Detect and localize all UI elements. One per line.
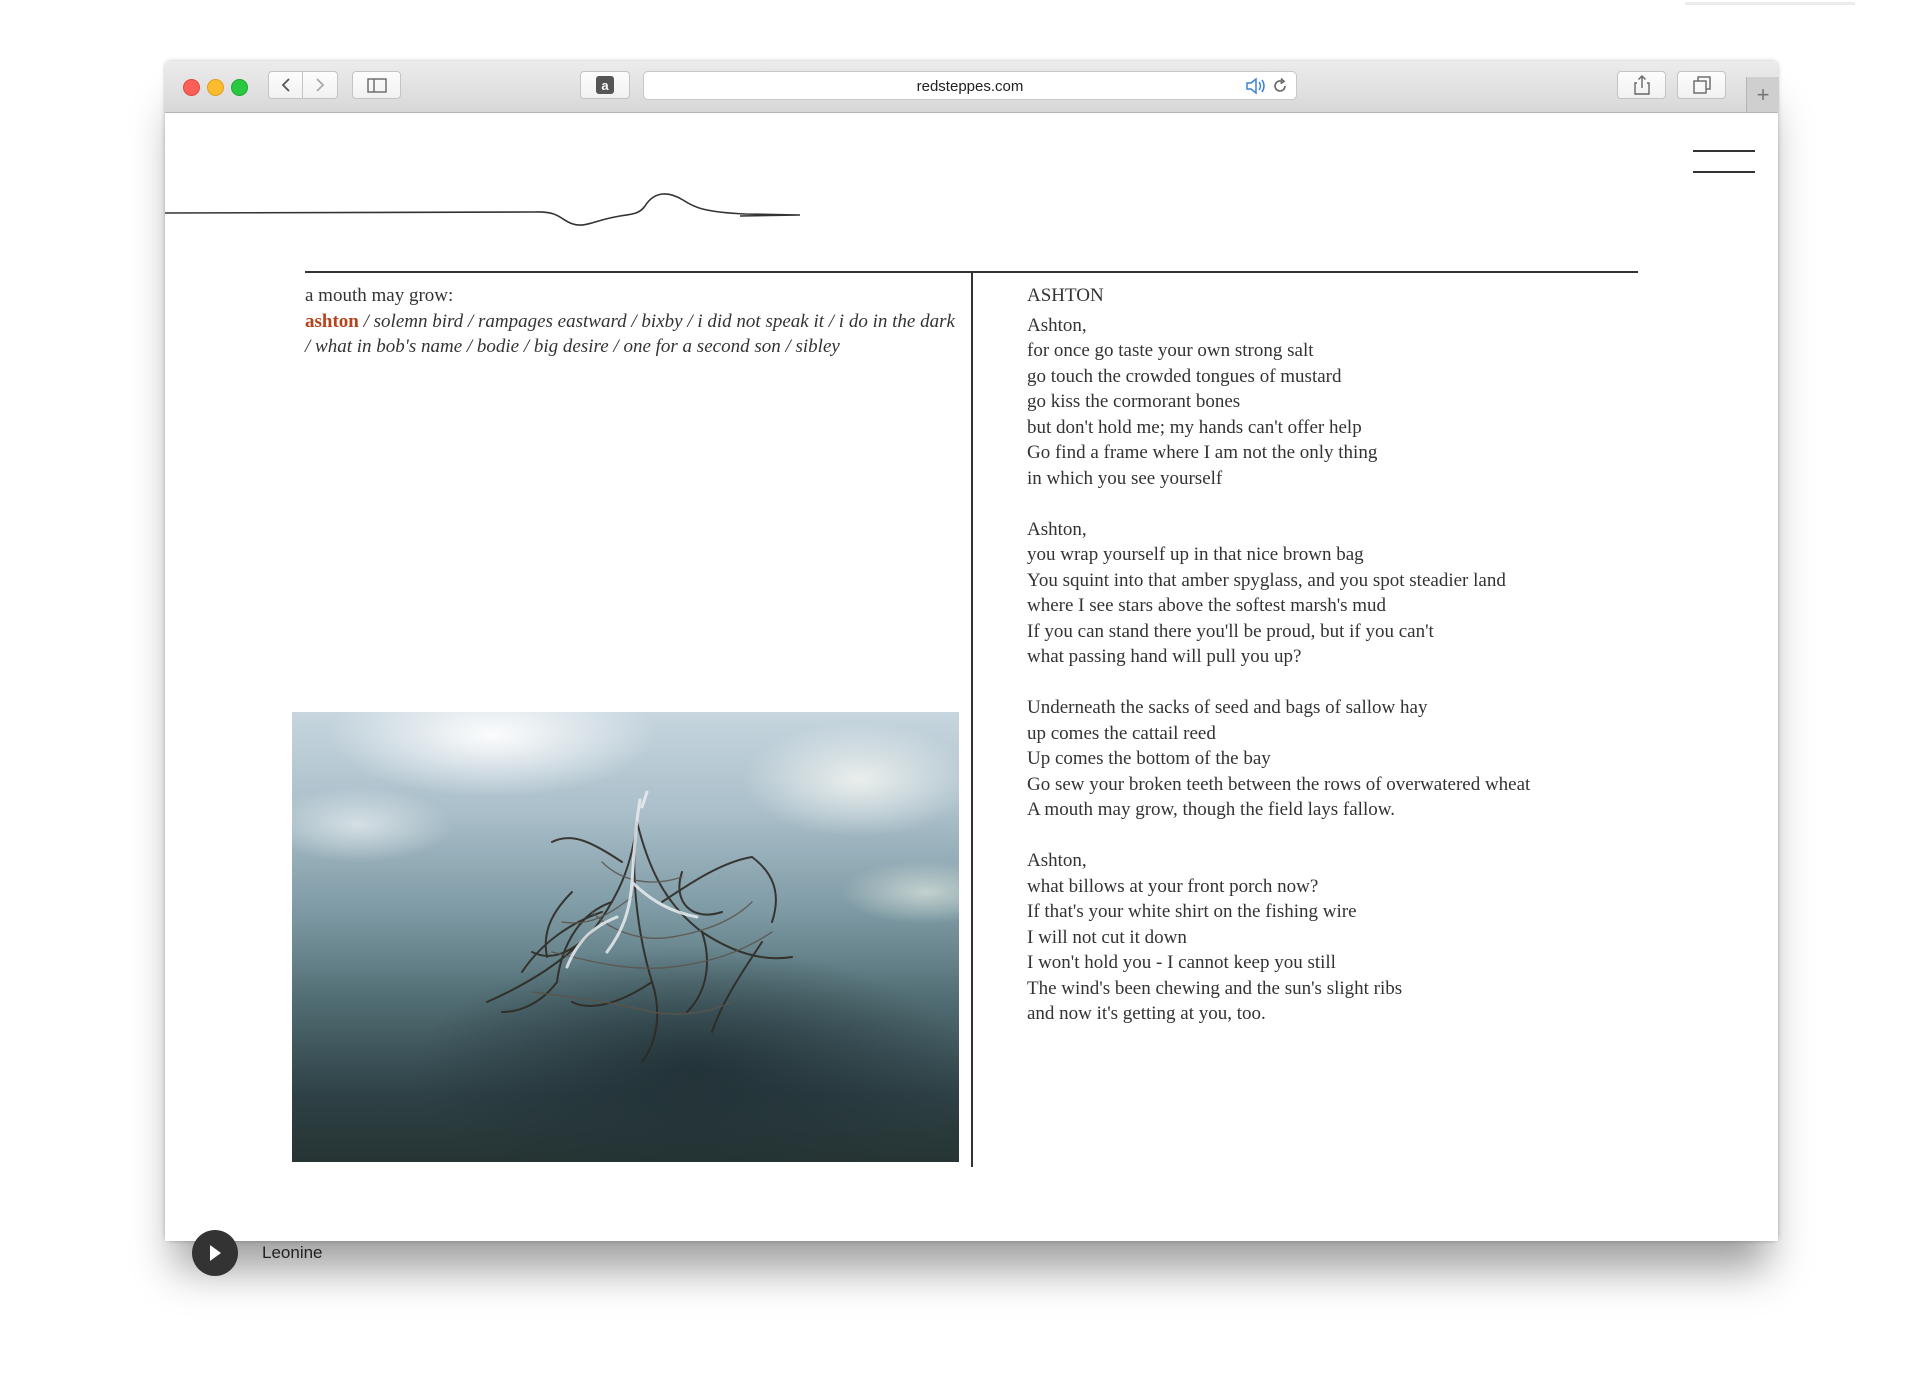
reload-icon[interactable] [1271,77,1289,98]
poem-line: A mouth may grow, though the field lays fallow. [1027,799,1395,820]
navigation-buttons [268,71,338,99]
amazon-icon [596,76,614,94]
track-link[interactable]: bodie [476,336,520,357]
amazon-extension-button[interactable] [580,71,630,99]
share-icon [1634,75,1650,95]
play-button[interactable] [192,1230,238,1276]
track-separator: / [626,310,642,332]
poem-line: I will not cut it down [1027,926,1187,948]
background-fragment [1685,2,1855,5]
track-separator: / [463,310,478,332]
poem-stanza [1027,313,1747,492]
poem-stanza [1027,695,1747,823]
hamburger-line [1693,171,1755,173]
poem-body [1027,313,1747,1027]
album-intro: a mouth may grow: [305,285,454,306]
poem-line: If you can stand there you'll be proud, but if you can't [1027,620,1434,642]
sidebar-icon [367,78,387,93]
poem-line: Up comes the bottom of the bay [1027,748,1271,769]
track-navigation [305,283,955,360]
track-separator: / [519,336,534,357]
zoom-window-button[interactable] [231,79,248,96]
show-tabs-button[interactable] [1677,71,1726,99]
track-list [305,309,955,360]
poem-line: Ashton, [1027,850,1087,871]
poem-line: Underneath the sacks of seed and bags of sallow hay [1027,697,1428,718]
poem-line: Go find a frame where I am not the only thing [1027,442,1378,463]
column-divider [971,271,973,1167]
poem-line: what billows at your front porch now? [1027,875,1319,897]
poem-line: Ashton, [1027,314,1087,336]
chevron-left-icon [280,77,292,93]
track-link[interactable]: ashton [305,310,359,332]
audio-player [192,1228,323,1278]
now-playing-label: Leonine [262,1243,323,1262]
address-bar[interactable] [643,71,1297,100]
logo-line-icon[interactable] [165,168,815,238]
poem-line: but don't hold me; my hands can't offer help [1027,416,1362,438]
poem-line: Ashton, [1027,518,1087,540]
poem-line: where I see stars above the softest marsh's mud [1027,595,1387,616]
new-tab-button[interactable] [1746,77,1779,112]
poem-line: go touch the crowded tongues of mustard [1027,365,1342,387]
branches-illustration [292,712,959,1162]
album-photo [292,712,959,1162]
plus-icon: + [1756,81,1770,107]
sidebar-button[interactable] [352,71,401,99]
tabs-icon [1693,76,1711,94]
poem-line: If that's your white shirt on the fishing wire [1027,901,1357,922]
speaker-icon[interactable] [1245,77,1267,98]
poem-line: I won't hold you - I cannot keep you still [1027,952,1336,973]
poem-stanza [1027,517,1747,670]
track-separator: / [780,336,796,357]
track-separator: / [608,336,624,357]
svg-text:a: a [601,78,609,93]
minimize-window-button[interactable] [207,79,224,96]
poem-line: Go sew your broken teeth between the rows of overwatered wheat [1027,773,1531,795]
poem-line: go kiss the cormorant bones [1027,391,1241,412]
track-link[interactable]: big desire [533,336,609,357]
browser-window [165,61,1778,1262]
poem-line: for once go taste your own strong salt [1027,340,1314,361]
track-link[interactable]: solemn bird [373,310,464,332]
track-link[interactable]: i did not speak it [697,310,825,332]
close-window-button[interactable] [183,79,200,96]
poem-line: in which you see yourself [1027,467,1223,489]
poem-line: You squint into that amber spyglass, and you spot steadier land [1027,569,1506,591]
track-separator: / [462,336,477,357]
back-button[interactable] [268,71,303,99]
track-link[interactable]: rampages eastward [477,310,627,332]
poem-title: ASHTON [1027,285,1104,306]
menu-button[interactable] [1693,147,1757,179]
poem-line: The wind's been chewing and the sun's slight ribs [1027,977,1403,999]
poem-line: you wrap yourself up in that nice brown bag [1027,544,1364,565]
url-text: redsteppes.com [916,78,1024,95]
poem-line: what passing hand will pull you up? [1027,646,1302,667]
track-link[interactable]: i do in the dark [838,310,955,332]
poem [1027,283,1747,1052]
forward-button[interactable] [303,71,338,99]
poem-stanza [1027,848,1747,1027]
play-icon [207,1243,223,1263]
track-separator: / [358,310,374,332]
track-separator: / [682,310,698,332]
hamburger-line [1693,150,1755,152]
page-content [165,113,1778,1262]
track-separator: / [305,336,316,357]
track-separator: / [824,310,839,332]
browser-toolbar [165,61,1778,113]
chevron-right-icon [314,77,326,93]
track-link[interactable]: sibley [795,336,840,357]
track-link[interactable]: what in bob's name [315,336,463,357]
poem-line: up comes the cattail reed [1027,722,1216,744]
track-link[interactable]: one for a second son [623,336,781,357]
share-button[interactable] [1617,71,1666,99]
track-link[interactable]: bixby [641,310,683,332]
poem-line: and now it's getting at you, too. [1027,1003,1266,1024]
